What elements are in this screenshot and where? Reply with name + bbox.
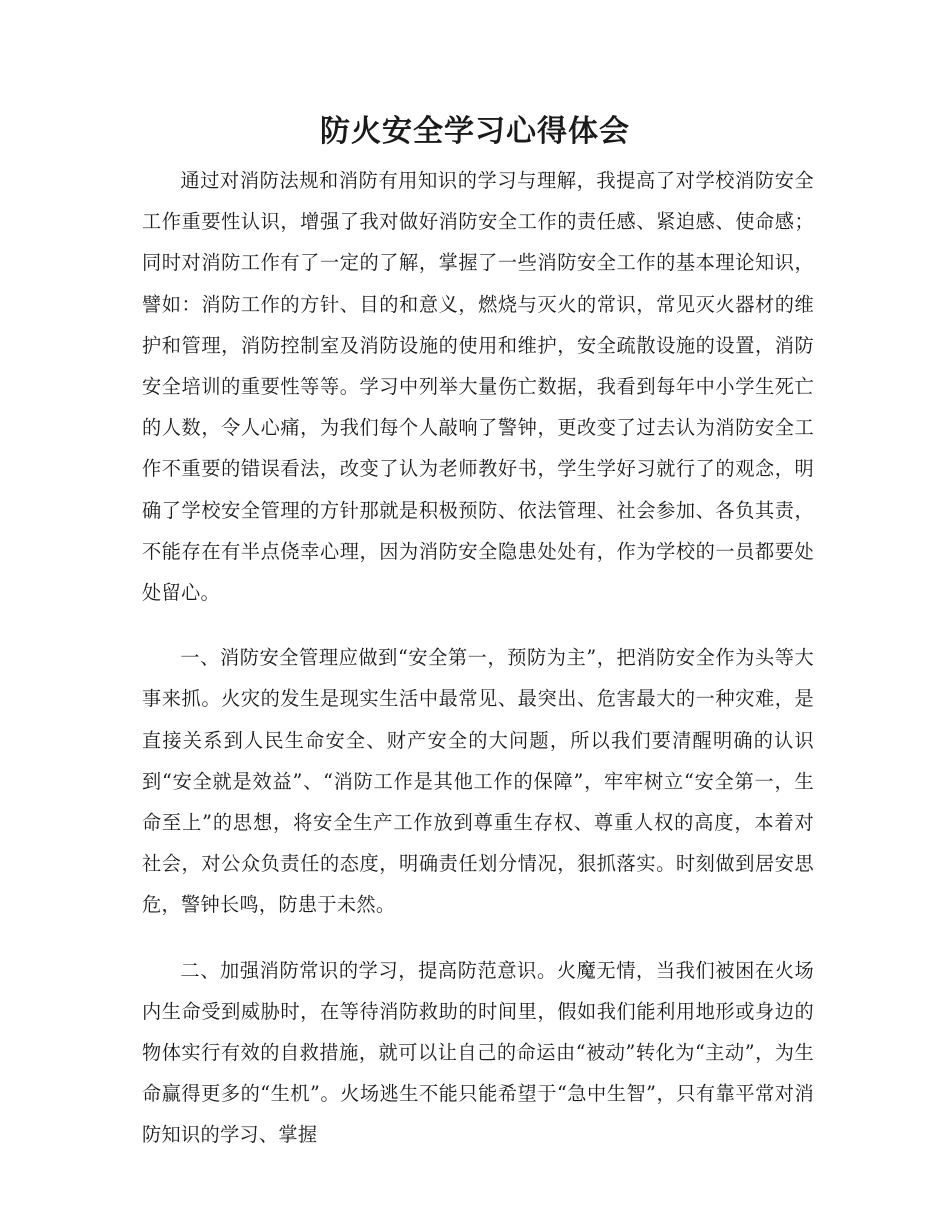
document-title: 防火安全学习心得体会 — [320, 114, 630, 149]
paragraph-intro: 通过对消防法规和消防有用知识的学习与理解，我提高了对学校消防安全工作重要性认识，增强了我对做好消防安全工作的责任感、紧迫感、使命感；同时对消防工作有了一定的了解，掌握了一些消防安全工作的基本理论知识，譬如：消防工作的方针、目的和意义，燃烧与灭火的常识，常见灭火器材的维护和管理，消防控制室及消防设施的使用和维护，安全疏散设施的设置，消防安全培训的重要性等等。学习中列举大量伤亡数据，我看到每年中小学生死亡的人数，令人心痛，为我们每个人敲响了警钟，更改变了过去认为消防安全工作不重要的错误看法，改变了认为老师教好书，学生学好习就行了的观念，明确了学校安全管理的方针那就是积极预防、依法管理、社会参加、各负其责，不能存在有半点侥幸心理，因为消防安全隐患处处有，作为学校的一员都要处处留心。 — [142, 169, 814, 605]
paragraph-section-one: 一、消防安全管理应做到“安全第一，预防为主”，把消防安全作为头等大事来抓。火灾的发生是现实生活中最常见、最突出、危害最大的一种灾难，是直接关系到人民生命安全、财产安全的大问题，所以我们要清醒明确的认识到“安全就是效益”、“消防工作是其他工作的保障”，牢牢树立“安全第一，生命至上”的思想，将安全生产工作放到尊重生存权、尊重人权的高度，本着对社会，对公众负责任的态度，明确责任划分情况，狠抓落实。时刻做到居安思危，警钟长鸣，防患于未然。 — [142, 646, 814, 917]
paragraph-section-two: 二、加强消防常识的学习，提高防范意识。火魔无情，当我们被困在火场内生命受到威胁时，在等待消防救助的时间里，假如我们能利用地形或身边的物体实行有效的自救措施，就可以让自己的命运由“被动”转化为“主动”，为生命赢得更多的“生机”。火场逃生不能只能希望于“急中生智”，只有靠平常对消防知识的学习、掌握 — [142, 958, 814, 1147]
document-body — [142, 160, 814, 1180]
